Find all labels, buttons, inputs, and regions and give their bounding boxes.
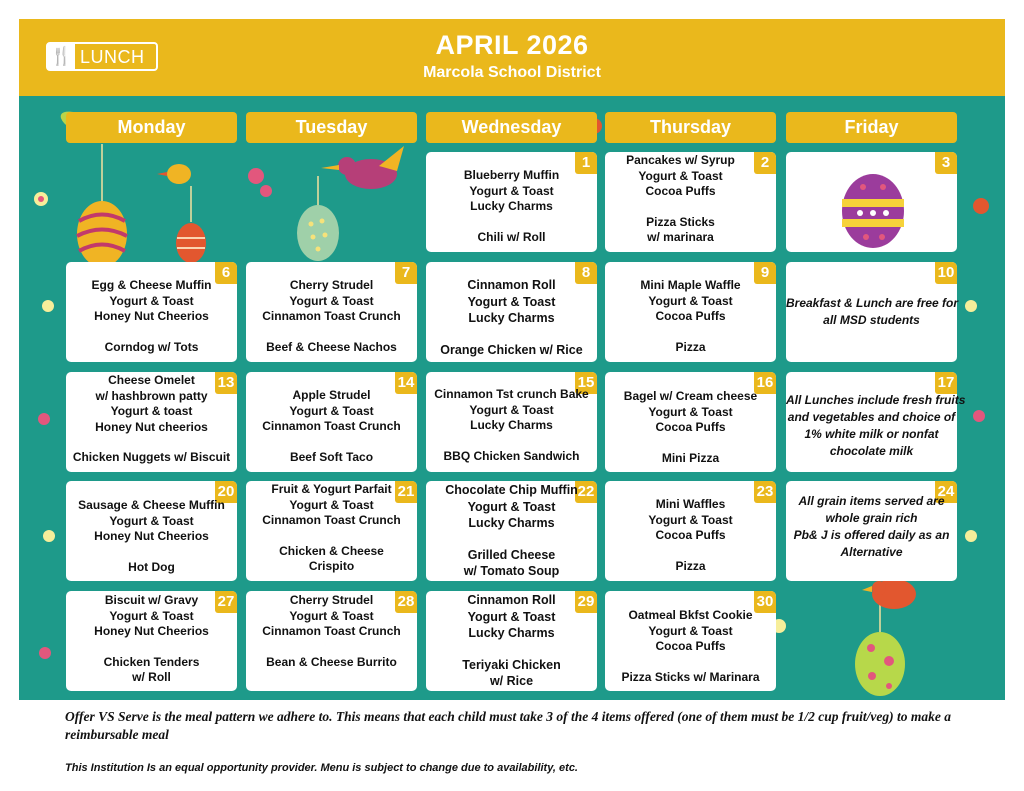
day-cell — [605, 481, 776, 581]
day-cell — [786, 152, 957, 252]
day-cell — [426, 372, 597, 472]
menu-item: Grilled Cheese — [467, 547, 556, 562]
menu-item: Chicken Tenders — [103, 654, 200, 669]
menu-item: w/ Tomato Soup — [463, 564, 560, 578]
menu-item: Bean & Cheese Burrito — [266, 654, 397, 669]
day-number: 27 — [215, 591, 237, 613]
menu-item: Chocolate Chip Muffin — [445, 483, 578, 497]
menu-item: Mini Pizza — [661, 450, 720, 465]
menu-item: Cinnamon Toast Crunch — [262, 309, 401, 323]
offer-vs-serve-note: Offer VS Serve is the meal pattern we adhere to. This means that each child must take 3 of the 4 items offered (one of them must be 1/2 cup fruit/veg) to make a reimbursable meal — [65, 709, 951, 742]
day-number: 29 — [575, 591, 597, 613]
day-cell — [66, 481, 237, 581]
menu-item: Beef Soft Taco — [289, 449, 374, 464]
menu-item: BBQ Chicken Sandwich — [443, 448, 580, 463]
bird-icon — [862, 579, 916, 609]
menu-item: Yogurt & toast — [110, 404, 193, 418]
menu-item: Yogurt & Toast — [648, 623, 733, 638]
day-cell — [786, 481, 957, 581]
menu-item: Honey Nut cheerios — [95, 419, 208, 434]
note-text: chocolate milk — [829, 444, 914, 458]
menu-item: Pancakes w/ Syrup — [626, 153, 735, 167]
easter-egg-icon — [297, 176, 339, 261]
menu-item: Corndog w/ Tots — [104, 339, 199, 354]
menu-item: Yogurt & Toast — [648, 512, 733, 527]
day-cell — [426, 152, 597, 252]
menu-item: Chicken Nuggets w/ Biscuit — [72, 450, 231, 464]
menu-item: Honey Nut Cheerios — [94, 529, 209, 543]
day-number: 3 — [935, 152, 957, 174]
day-number: 7 — [395, 262, 417, 284]
menu-item: Cinnamon Roll — [467, 593, 556, 607]
menu-item: Biscuit w/ Gravy — [104, 593, 199, 607]
easter-egg-icon — [176, 186, 206, 263]
menu-item: Chili w/ Roll — [477, 229, 546, 244]
menu-item: Cocoa Puffs — [645, 184, 716, 198]
day-cell — [66, 262, 237, 362]
note-text: Alternative — [840, 545, 903, 559]
menu-item: Cherry Strudel — [289, 593, 374, 607]
menu-item: Yogurt & Toast — [467, 499, 556, 514]
menu-item: Yogurt & Toast — [469, 402, 554, 417]
day-cell — [246, 372, 417, 472]
day-header-monday: Monday — [66, 112, 237, 143]
day-cell — [605, 262, 776, 362]
menu-item: w/ marinara — [647, 230, 714, 244]
menu-item: w/ Rice — [489, 674, 534, 688]
note-text: All Lunches include fresh fruits — [786, 393, 966, 407]
day-number: 21 — [395, 481, 417, 503]
day-number: 6 — [215, 262, 237, 284]
day-cell — [605, 152, 776, 252]
day-number: 20 — [215, 481, 237, 503]
menu-item: Cocoa Puffs — [655, 639, 726, 653]
menu-item: Lucky Charms — [468, 626, 555, 640]
disclaimer-note: This Institution Is an equal opportunity provider. Menu is subject to change due to availability, etc. — [65, 762, 578, 774]
menu-item: Cocoa Puffs — [655, 309, 726, 323]
day-number: 17 — [935, 372, 957, 394]
note-text: Breakfast & Lunch are free for — [786, 296, 959, 310]
menu-item: Cinnamon Tst crunch Bake — [434, 387, 589, 401]
menu-item: Yogurt & Toast — [648, 293, 733, 308]
menu-item: Cocoa Puffs — [655, 420, 726, 434]
day-number: 30 — [754, 591, 776, 613]
menu-item: Pizza — [675, 339, 706, 354]
menu-item: Teriyaki Chicken — [462, 657, 561, 672]
day-cell — [786, 262, 957, 362]
day-number: 16 — [754, 372, 776, 394]
day-cell — [426, 481, 597, 581]
day-header-thursday: Thursday — [605, 112, 776, 143]
day-cell — [605, 372, 776, 472]
day-cell — [246, 481, 417, 581]
menu-item: Yogurt & Toast — [648, 404, 733, 419]
day-header-friday: Friday — [786, 112, 957, 143]
menu-item: Lucky Charms — [470, 199, 553, 213]
note-text: Pb& J is offered daily as an — [793, 528, 950, 542]
day-number: 1 — [575, 152, 597, 174]
note-text: 1% white milk or nonfat — [804, 427, 939, 441]
day-number: 8 — [575, 262, 597, 284]
day-cell — [426, 591, 597, 691]
day-cell — [246, 591, 417, 691]
menu-item: Cherry Strudel — [289, 278, 374, 292]
menu-item: w/ hashbrown patty — [95, 388, 208, 403]
menu-item: Yogurt & Toast — [469, 183, 554, 198]
menu-item: Mini Waffles — [655, 497, 726, 511]
menu-item: Pizza Sticks — [646, 214, 715, 229]
menu-item: Yogurt & Toast — [289, 497, 374, 512]
day-number: 28 — [395, 591, 417, 613]
easter-egg-icon — [855, 596, 905, 696]
menu-item: Yogurt & Toast — [638, 168, 723, 183]
note-text: All grain items served are — [798, 494, 945, 508]
menu-item: Yogurt & Toast — [109, 513, 194, 528]
menu-item: Orange Chicken w/ Rice — [440, 342, 583, 357]
menu-item: Pizza — [675, 558, 706, 573]
day-number: 22 — [575, 481, 597, 503]
menu-item: Yogurt & Toast — [109, 608, 194, 623]
day-number: 23 — [754, 481, 776, 503]
menu-item: Apple Strudel — [292, 388, 371, 402]
menu-item: Fruit & Yogurt Parfait — [271, 482, 392, 496]
menu-item: Cinnamon Toast Crunch — [262, 624, 401, 638]
menu-item: Cocoa Puffs — [655, 528, 726, 542]
note-text: and vegetables and choice of — [787, 410, 956, 424]
menu-item: Crispito — [308, 559, 355, 573]
menu-item: Bagel w/ Cream cheese — [623, 389, 758, 403]
page-subtitle: Marcola School District — [423, 64, 601, 81]
day-number: 13 — [215, 372, 237, 394]
day-cell — [66, 591, 237, 691]
lunch-logo-label: LUNCH — [80, 47, 145, 67]
day-number: 2 — [754, 152, 776, 174]
day-number: 10 — [935, 262, 957, 284]
menu-item: Yogurt & Toast — [289, 403, 374, 418]
menu-item: Blueberry Muffin — [463, 168, 560, 182]
menu-item: Oatmeal Bkfst Cookie — [628, 608, 753, 622]
menu-item: Sausage & Cheese Muffin — [78, 498, 225, 512]
menu-item: Honey Nut Cheerios — [94, 309, 209, 323]
day-number: 14 — [395, 372, 417, 394]
menu-item: Yogurt & Toast — [467, 609, 556, 624]
bird-icon — [157, 164, 191, 184]
easter-egg-icon — [77, 144, 127, 267]
bird-icon — [321, 146, 404, 189]
menu-item: Honey Nut Cheerios — [94, 624, 209, 638]
menu-item: Cinnamon Toast Crunch — [262, 513, 401, 527]
menu-item: Beef & Cheese Nachos — [266, 339, 397, 354]
menu-item: Chicken & Cheese — [279, 543, 384, 558]
menu-item: Lucky Charms — [470, 418, 553, 432]
menu-item: Yogurt & Toast — [109, 293, 194, 308]
day-header-wednesday: Wednesday — [426, 112, 597, 143]
menu-item: Hot Dog — [128, 559, 175, 574]
menu-item: Egg & Cheese Muffin — [91, 278, 212, 292]
day-number: 15 — [575, 372, 597, 394]
day-number: 9 — [754, 262, 776, 284]
day-cell — [66, 372, 237, 472]
menu-item: Yogurt & Toast — [467, 294, 556, 309]
menu-item: Yogurt & Toast — [289, 608, 374, 623]
day-cell — [426, 262, 597, 362]
note-text: whole grain rich — [825, 511, 918, 525]
easter-egg-icon — [838, 171, 908, 251]
page-title: APRIL 2026 — [435, 30, 589, 60]
menu-item: Lucky Charms — [468, 516, 555, 530]
menu-item: w/ Roll — [132, 670, 171, 684]
menu-item: Cinnamon Toast Crunch — [262, 419, 401, 433]
day-number: 24 — [935, 481, 957, 503]
menu-item: Mini Maple Waffle — [640, 278, 741, 292]
menu-item: Cinnamon Roll — [467, 278, 556, 292]
menu-item: Cheese Omelet — [108, 373, 195, 387]
menu-item: Pizza Sticks w/ Marinara — [621, 669, 760, 684]
day-cell — [246, 262, 417, 362]
note-text: all MSD students — [823, 313, 920, 327]
menu-item: Yogurt & Toast — [289, 293, 374, 308]
day-cell — [786, 372, 966, 472]
day-header-tuesday: Tuesday — [246, 112, 417, 143]
menu-item: Lucky Charms — [468, 311, 555, 325]
fork-icon: 🍴 — [48, 44, 75, 69]
day-cell — [605, 591, 776, 691]
